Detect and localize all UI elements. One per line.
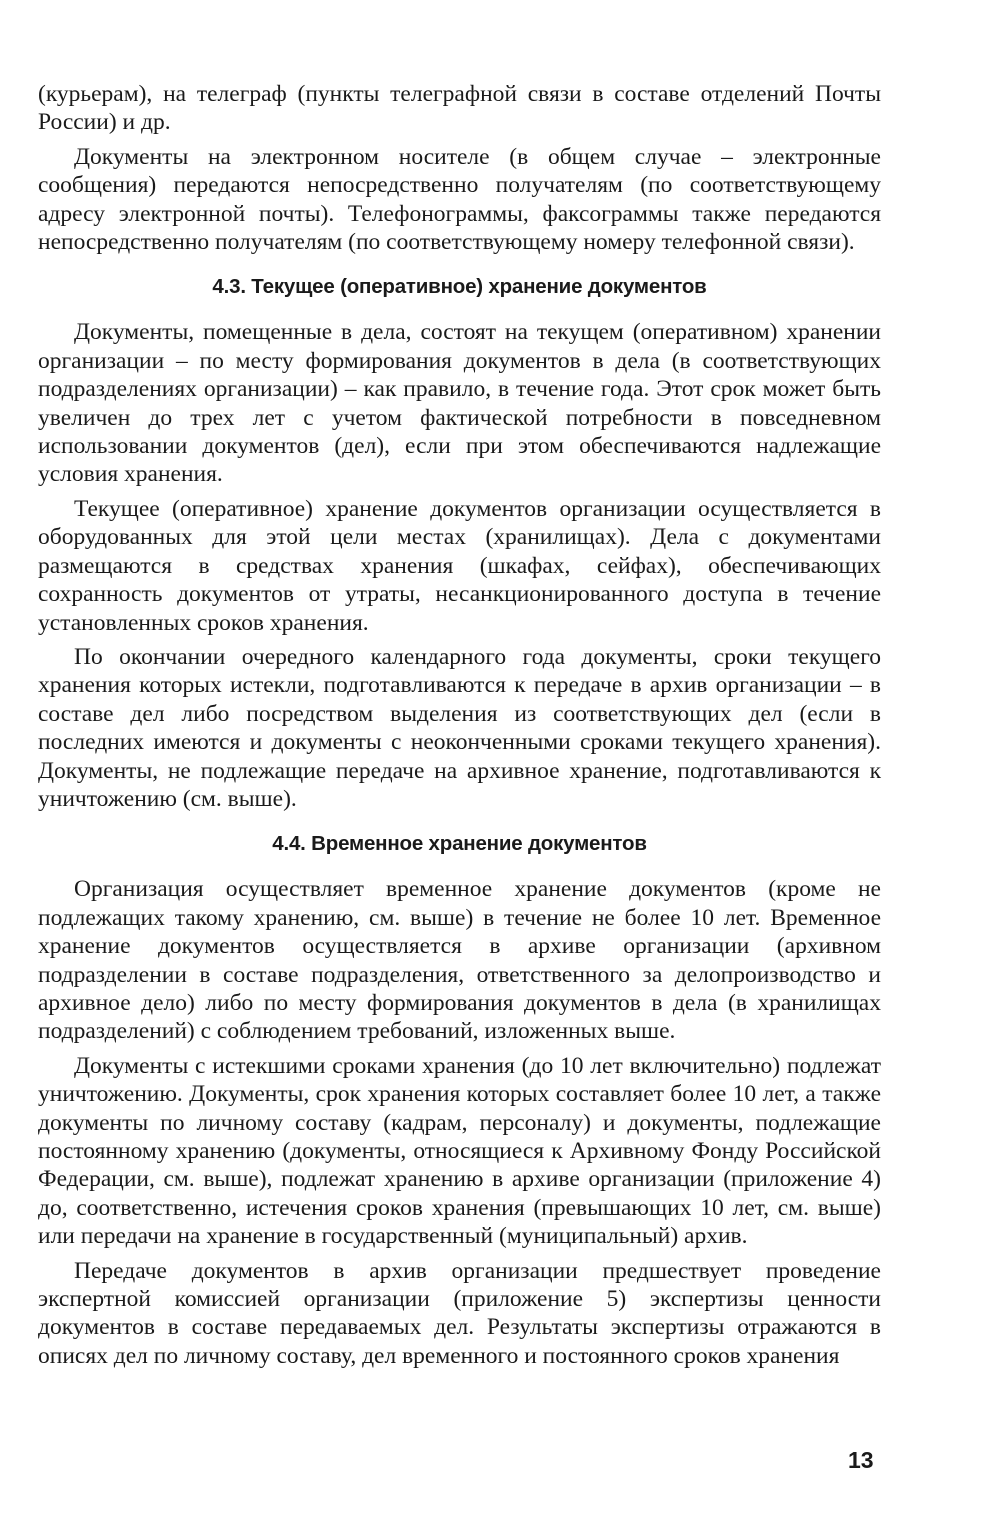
paragraph-4-3-2: Текущее (оперативное) хранение документов организации осуществляется в оборудованных для этой цели местах (хранилищах). Дела с документами размещаются в средствах хранения (шкафах, сейфах), обеспечивающих сохранность документов от утраты, несанкционированного доступа в течение установленных сроков хранения.: [38, 495, 881, 636]
page-number: 13: [848, 1447, 874, 1473]
section-heading-4-4: 4.4. Временное хранение документов: [272, 832, 647, 856]
paragraph-electronic-documents: Документы на электронном носителе (в общем случае – электронные сообщения) передаются непосредственно получателям (по соответствующему адресу электронной почты). Телефонограммы, факсограммы также передаются непосредственно получателям (по соответствующему номеру телефонной связи).: [38, 143, 881, 256]
paragraph-4-3-3: По окончании очередного календарного года документы, сроки текущего хранения которых истекли, подготавливаются к передаче в архив организации – в составе дел либо посредством выделения из соответствующих дел (если в последних имеются и документы с неоконченными сроками текущего хранения). Документы, не подлежащие передаче на архивное хранение, подготавливаются к уничтожению (см. выше).: [38, 643, 881, 812]
paragraph-4-4-2: Документы с истекшими сроками хранения (до 10 лет включительно) подлежат уничтожению. Документы, срок хранения которых составляет более 10 лет, а также документы по личному составу (кадрам, персоналу) и документы, подлежащие постоянному хранению (документы, относящиеся к Архивному Фонду Российской Федерации, см. выше), подлежат хранению в архиве организации (приложение 4) до, соответственно, истечения сроков хранения (превышающих 10 лет, см. выше) или передачи на хранение в государственный (муниципальный) архив.: [38, 1052, 881, 1250]
paragraph-4-4-3: Передаче документов в архив организации предшествует проведение экспертной комиссией организации (приложение 5) экспертизы ценности документов в составе передаваемых дел. Результаты экспертизы отражаются в описях дел по личному составу, дел временного и постоянного сроков хранения: [38, 1257, 881, 1369]
paragraph-4-3-1: Документы, помещенные в дела, состоят на текущем (оперативном) хранении организации – по месту формирования документов в дела (в соответствующих подразделениях организации) – как правило, в течение года. Этот срок может быть увеличен до трех лет с учетом фактической потребности в повседневном использовании документов (дел), если при этом обеспечиваются надлежащие условия хранения.: [38, 319, 881, 488]
document-page: [38, 80, 881, 1376]
section-heading-4-3: 4.3. Текущее (оперативное) хранение документов: [212, 275, 707, 299]
paragraph-continuation: (курьерам), на телеграф (пункты телеграфной связи в составе отделений Почты России) и др.: [38, 81, 881, 136]
paragraph-4-4-1: Организация осуществляет временное хранение документов (кроме не подлежащих такому хранению, см. выше) в течение не более 10 лет. Временное хранение документов осуществляется в архиве организации (архивном подразделении в составе подразделения, ответственного за делопроизводство и архивное дело) либо по месту формирования документов в дела (в хранилищах подразделений) с соблюдением требований, изложенных выше.: [38, 876, 881, 1045]
